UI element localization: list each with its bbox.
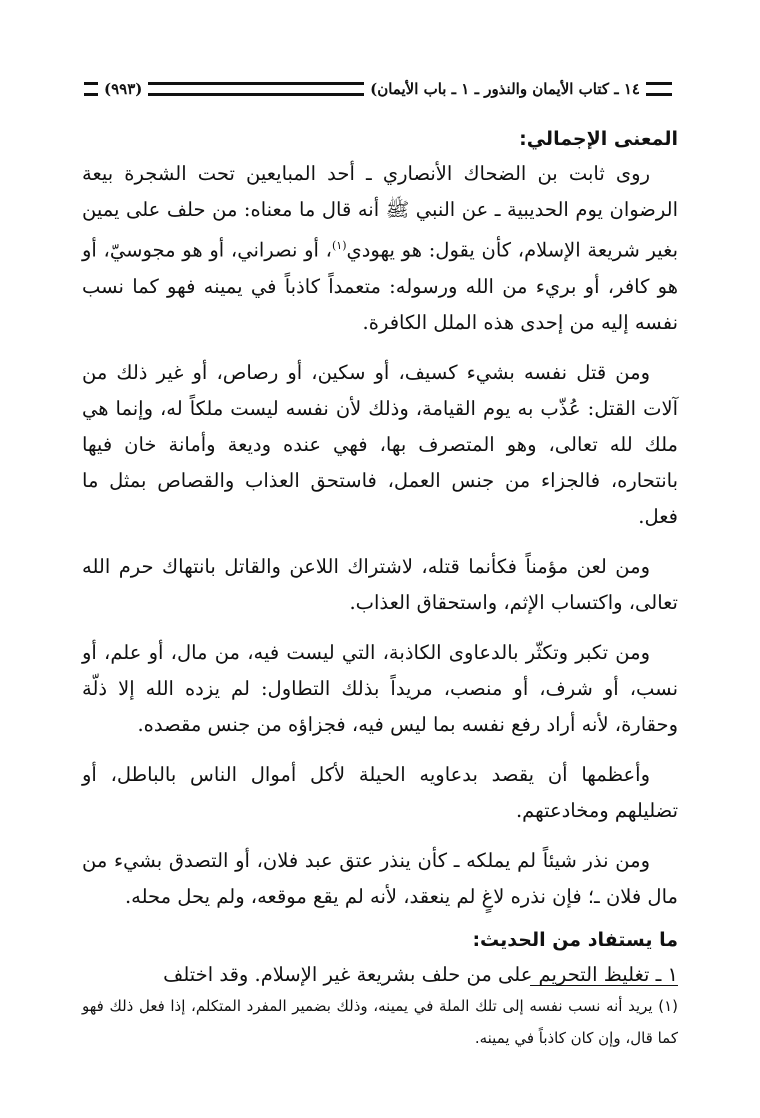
section-title-summary: المعنى الإجمالي: — [519, 128, 678, 150]
header-rule-left — [84, 82, 98, 96]
header-rule-middle — [148, 82, 364, 96]
main-text — [82, 118, 678, 1007]
paragraph-5: وأعظمها أن يقصد بدعاويه الحيلة لأكل أموال الناس بالباطل، أو تضليلهم ومخادعتهم. — [82, 762, 678, 822]
paragraph-lesson-1: ١ ـ تغليظ التحريم على من حلف بشريعة غير الإسلام. وقد اختلف — [163, 962, 678, 986]
section-title-lessons: ما يستفاد من الحديث: — [472, 928, 678, 951]
paragraph-1-rest: ، أو نصراني، أو هو مجوسيّ، أو هو كافر، أو بريء من الله ورسوله: متعمداً كاذباً في يمينه فهو كما نسب نفسه إليه من إحدى هذه الملل الكافرة. — [82, 238, 678, 334]
paragraph-2: ومن قتل نفسه بشيء كسيف، أو سكين، أو رصاص، أو غير ذلك من آلات القتل: عُذّب به يوم القيامة، وذلك لأن نفسه ليست ملكاً له، وإنما هي ملك لله تعالى، وهو المتصرف بها، فهي عنده وديعة وأمانة خان فيها بانتحاره، فالجزاء من جنس العمل، فاستحق العذاب والقصاص بمثل ما فعل. — [82, 360, 678, 528]
footnote-ref[interactable]: (١) — [331, 239, 347, 252]
header-chapter-title: ١٤ ـ كتاب الأيمان والنذور ـ ١ ـ باب الأيمان) — [370, 80, 640, 98]
footnote: (١) يريد أنه نسب نفسه إلى تلك الملة في يمينه، وذلك بضمير المفرد المتكلم، إذا فعل ذلك فهو كما قال، وإن كان كاذباً في يمينه. — [82, 997, 678, 1047]
footnote-divider — [530, 985, 678, 986]
page-number: (٩٩٣) — [104, 80, 143, 98]
paragraph-4: ومن تكبر وتكثّر بالدعاوى الكاذبة، التي ليست فيه، من مال، أو علم، أو نسب، أو شرف، أو منصب، مريداً بذلك التطاول: لم يزده الله إلا ذلّة وحقارة، لأنه أراد رفع نفسه بما ليس فيه، فجزاؤه من جنس مقصده. — [82, 640, 678, 736]
paragraph-6: ومن نذر شيئاً لم يملكه ـ كأن ينذر عتق عبد فلان، أو التصدق بشيء من مال فلان ـ؛ فإن نذره لاغٍ لم ينعقد، لأنه لم يقع موقعه، ولم يحل محله. — [82, 848, 678, 908]
header-rule-right — [646, 82, 672, 96]
running-header — [78, 76, 678, 102]
paragraph-1-text: روى ثابت بن الضحاك الأنصاري ـ أحد المبايعين تحت الشجرة بيعة الرضوان يوم الحديبية ـ عن النبي ﷺ أنه قال ما معناه: من حلف على يمين بغير شريعة الإسلام، كأن يقول: هو يهودي — [82, 162, 678, 262]
paragraph-1 — [82, 156, 678, 341]
paragraph-3: ومن لعن مؤمناً فكأنما قتله، لاشتراك اللاعن والقاتل بانتهاك حرم الله تعالى، واكتساب الإثم، واستحقاق العذاب. — [82, 554, 678, 614]
